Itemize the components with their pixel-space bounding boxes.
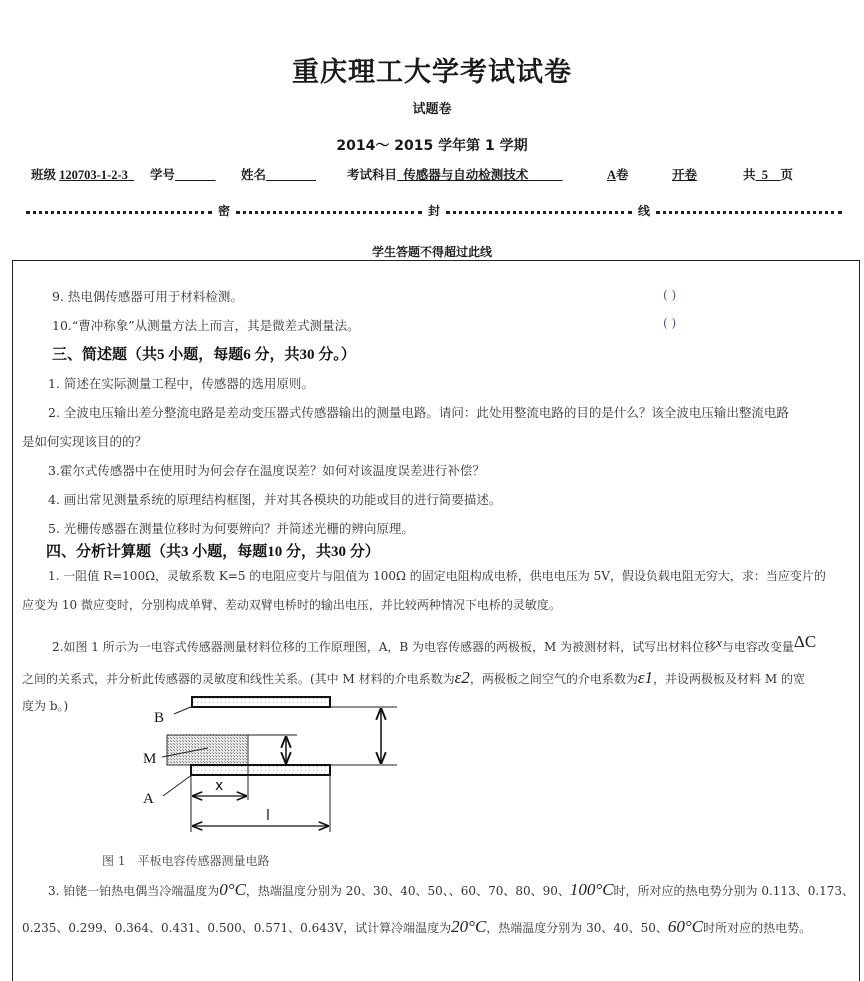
var-x: x <box>716 635 722 650</box>
short-answer-question: 1. 简述在实际测量工程中，传感器的选用原则。 <box>48 376 314 391</box>
subject-value: 传感器与自动检测技术 <box>403 168 529 182</box>
short-answer-question: 5. 光栅传感器在测量位移时为何要辨向？并简述光栅的辨向原理。 <box>48 521 414 536</box>
calc-question-1: 1. 一阻值 R=100Ω，灵敏系数 K=5 的电阻应变片与阻值为 100Ω 的固定电阻构成电桥，供电电压为 5V，假设负载电阻无穷大，求：当应变片的 <box>48 569 826 583</box>
calc-question-3-cont: 0.235、0.299、0.364、0.431、0.500、0.571、0.643V，试计算冷端温度为20°C，热端温度分别为 30、40、50、60°C时所对应的热电势。 <box>22 917 812 936</box>
seal-mi: 密 <box>217 204 230 218</box>
subject-label: 考试科目 <box>347 168 398 182</box>
var-delta-c: ΔC <box>793 632 817 651</box>
short-answer-question: 4. 画出常见测量系统的原理结构框图，并对其各模块的功能或目的进行简要描述。 <box>48 492 502 507</box>
section-4-heading: 四、分析计算题（共3 小题，每题10 分，共30 分） <box>46 544 380 560</box>
student-id-label: 学号 <box>150 168 176 182</box>
temp-60c: 60°C <box>667 917 704 936</box>
name-label: 姓名 <box>241 168 267 182</box>
calc-question-2-cont: 之间的关系式，并分析此传感器的灵敏度和线性关系。(其中 M 材料的介电系数为ε2，两极板之间空气的介电系数为ε1，并设两极板及材料 M 的宽 <box>22 668 805 687</box>
answer-boundary-warning: 学生答题不得超过此线 <box>371 245 492 259</box>
seal-feng: 封 <box>427 204 440 218</box>
leader-b <box>174 706 193 714</box>
short-answer-question-cont: 是如何实现该目的的？ <box>22 434 148 449</box>
exam-subtitle: 试题卷 <box>412 102 452 117</box>
paper-type-label: 卷 <box>616 168 629 182</box>
section-3-heading: 三、简述题（共5 小题，每题6 分，共30 分。） <box>52 347 356 363</box>
class-label: 班级 <box>31 168 57 182</box>
figure-caption: 图 1 平板电容传感器测量电路 <box>102 854 270 868</box>
short-answer-question: 2. 全波电压输出差分整流电路是差动变压器式传感器输出的测量电路。请问：此处用整流电路的目的是什么？该全波电压输出整流电路 <box>48 405 789 420</box>
calc-question-2: 2.如图 1 所示为一电容式传感器测量材料位移的工作原理图，A，B 为电容传感器的两极板，M 为被测材料，试写出材料位移x与电容改变量ΔC <box>52 632 817 654</box>
tf-question-9: 9. 热电偶传感器可用于材料检测。 <box>52 289 243 304</box>
temp-20c: 20°C <box>451 917 487 936</box>
label-a: A <box>143 791 154 807</box>
var-epsilon-1: ε1 <box>637 668 654 687</box>
tf-question-10: 10.“曹冲称象”从测量方法上而言，其是微差式测量法。 <box>52 318 360 333</box>
label-m: M <box>143 751 157 767</box>
paper-type-value: A <box>607 168 617 182</box>
exam-title: 重庆理工大学考试试卷 <box>292 57 572 88</box>
label-x: x <box>215 778 224 794</box>
temp-100c: 100°C <box>569 880 614 899</box>
seal-xian: 线 <box>637 204 650 218</box>
label-b: B <box>154 710 165 726</box>
label-l: l <box>266 808 270 824</box>
calc-question-2-cont2: 度为 b。) <box>22 699 69 713</box>
material-m <box>167 735 248 765</box>
exam-term: 2014～ 2015 学年第 1 学期 <box>336 138 528 154</box>
leader-a <box>163 774 193 796</box>
calc-question-1-cont: 应变为 10 微应变时，分别构成单臂、差动双臂电桥时的输出电压，并比较两种情况下电桥的灵敏度。 <box>22 598 561 612</box>
tf-answer-blank-9[interactable]: ( ) <box>663 288 677 302</box>
pages-suffix: 页 <box>780 168 794 182</box>
plate-b <box>192 697 330 707</box>
calc-question-3: 3. 铂铑一铂热电偶当冷端温度为0°C，热端温度分别为 20、30、40、50、、60、70、80、90、100°C时，所对应的热电势分别为 0.113、0.173、 <box>48 880 855 899</box>
plate-a <box>191 765 330 775</box>
pages-prefix: 共 <box>743 168 756 182</box>
exam-mode: 开卷 <box>672 168 698 182</box>
var-epsilon-2: ε2 <box>454 668 470 687</box>
short-answer-question: 3.霍尔式传感器中在使用时为何会存在温度误差？如何对该温度误差进行补偿？ <box>48 463 485 478</box>
pages-value: 5 <box>761 168 769 182</box>
temp-0c: 0°C <box>219 880 246 899</box>
class-value: 120703-1-2-3 <box>59 168 128 182</box>
tf-answer-blank-10[interactable]: ( ) <box>663 316 677 330</box>
